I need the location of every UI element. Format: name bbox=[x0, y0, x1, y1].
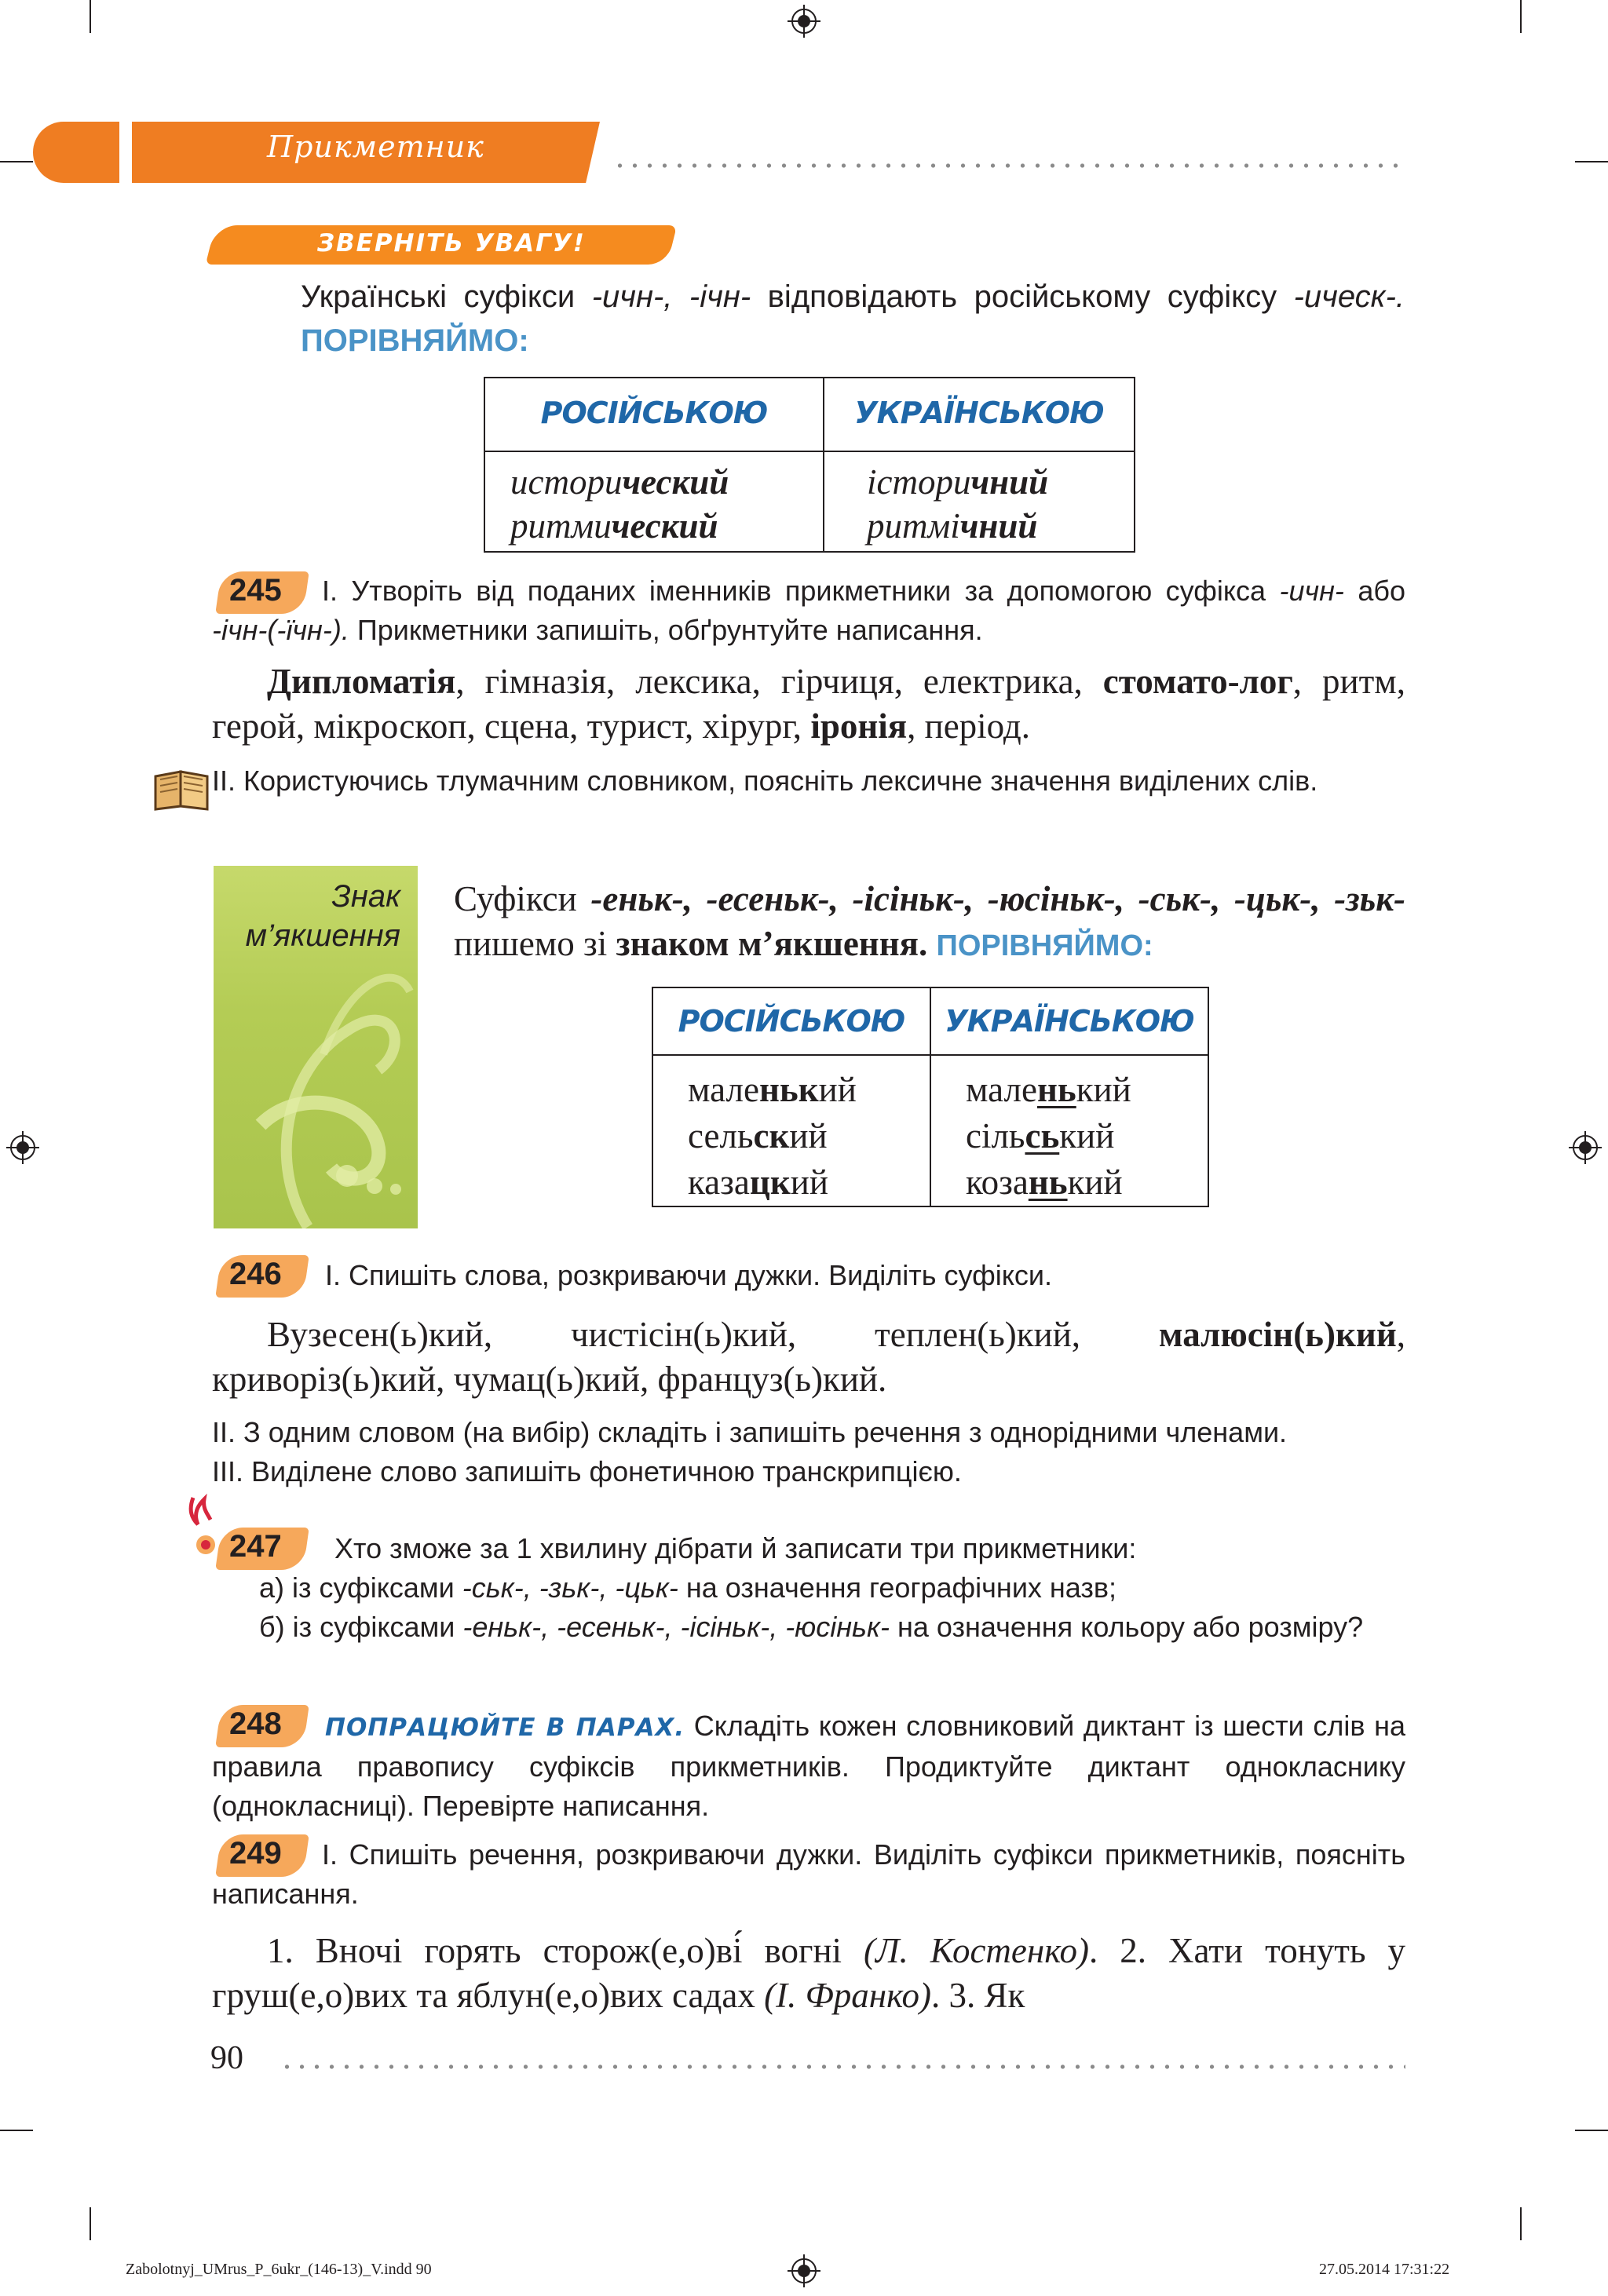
exercise-247-intro: Хто зможе за 1 хвилину дібрати й записати три прикметники: bbox=[334, 1532, 1137, 1564]
table-row: маленький bbox=[966, 1070, 1131, 1109]
exercise-246-task-1: І. Спишіть слова, розкриваючи дужки. Виділіть суфікси. bbox=[325, 1259, 1052, 1291]
crop-mark bbox=[0, 161, 33, 162]
table-row: ритмічний bbox=[867, 506, 1038, 546]
comparison-table-2 bbox=[652, 987, 1209, 1207]
exercise-247-item-b: б) із суфіксами -еньк-, -есеньк-, -ісіньк-, -юсіньк- на означення кольору або розміру? bbox=[259, 1611, 1364, 1643]
note-suffixes: Українські суфікси -ичн-, -ічн- відповідають російському суфіксу -ическ-. ПОРІВНЯЙМО: bbox=[301, 279, 1405, 358]
ukrainian-words bbox=[931, 1056, 1208, 1206]
exercise-246-task-2: ІІ. З одним словом (на вибір) складіть і запишіть речення з однорідними членами. bbox=[212, 1416, 1288, 1448]
crop-mark bbox=[1520, 0, 1522, 33]
exercise-249-sentences: 1. Вночі горять сторож(е,о)ві́ вогні (Л. Костенко). 2. Хати тонуть у груш(е,о)вих та яблун(е,о)вих садах (І. Франко). 3. Як bbox=[212, 1931, 1405, 2015]
table-row: сельский bbox=[688, 1116, 828, 1155]
exercise-245-task-1: І. Утворіть від поданих іменників прикметники за допомогою суфікса -ичн- або -ічн-(-їчн-). Прикметники запишіть, обґрунтуйте написання. bbox=[212, 575, 1405, 646]
table-row: маленький bbox=[688, 1070, 857, 1109]
note-soft-sign: Суфікси -еньк-, -есеньк-, -ісіньк-, -юсіньк-, -ськ-, -цьк-, -зьк- пишемо зі знаком м’якшення. ПОРІВНЯЙМО: bbox=[454, 879, 1405, 963]
exercise-248-task: ПОПРАЦЮЙТЕ В ПАРАХ. Складіть кожен словниковий диктант із шести слів на правила правопису суфіксів прикметників. Продиктуйте диктант однокласнику (однокласниці). Перевірте написання. bbox=[212, 1710, 1405, 1822]
registration-mark-icon bbox=[1569, 1131, 1602, 1164]
crop-mark bbox=[1575, 2130, 1608, 2131]
header-dotted-rule bbox=[612, 163, 1405, 168]
table-row: сільський bbox=[966, 1116, 1115, 1155]
exercise-249-task: І. Спишіть речення, розкриваючи дужки. Виділіть суфікси прикметників, поясніть написання. bbox=[212, 1838, 1405, 1910]
book-icon bbox=[151, 765, 212, 812]
sidebar-panel bbox=[214, 866, 418, 1228]
registration-mark-icon bbox=[6, 1131, 39, 1164]
table-row: історичний bbox=[867, 462, 1049, 502]
column-header-russian: РОСІЙСЬКОЮ bbox=[678, 1004, 905, 1038]
print-file-name: Zabolotnyj_UMrus_P_6ukr_(146-13)_V.indd 90 bbox=[126, 2261, 432, 2278]
exercise-number: 246 bbox=[229, 1257, 282, 1291]
crop-mark bbox=[90, 0, 91, 33]
exercise-number: 249 bbox=[229, 1836, 282, 1871]
crop-mark bbox=[1520, 2207, 1522, 2240]
column-header-ukrainian: УКРАЇНСЬКОЮ bbox=[945, 1004, 1194, 1038]
page-number: 90 bbox=[210, 2040, 243, 2076]
registration-mark-icon bbox=[788, 2254, 820, 2287]
exercise-247-item-a: а) із суфіксами -ськ-, -зьк-, -цьк- на означення географічних назв; bbox=[259, 1571, 1117, 1604]
russian-words bbox=[485, 452, 823, 548]
crop-mark bbox=[90, 2207, 91, 2240]
column-header-russian: РОСІЙСЬКОЮ bbox=[540, 396, 768, 430]
table-row: ритмический bbox=[510, 506, 718, 546]
comparison-table-1 bbox=[484, 377, 1135, 553]
table-row: казацкий bbox=[688, 1163, 828, 1202]
russian-words bbox=[653, 1056, 930, 1206]
exercise-245-task-2: ІІ. Користуючись тлумачним словником, поясніть лексичне значення виділених слів. bbox=[212, 765, 1318, 797]
exercise-number: 248 bbox=[229, 1706, 282, 1741]
attention-label: ЗВЕРНІТЬ УВАГУ! bbox=[317, 229, 586, 257]
registration-mark-icon bbox=[788, 5, 820, 38]
header-tab bbox=[33, 122, 119, 183]
crop-mark bbox=[1575, 161, 1608, 162]
exercise-number: 247 bbox=[229, 1529, 282, 1564]
table-row: козанький bbox=[966, 1163, 1123, 1202]
column-header-ukrainian: УКРАЇНСЬКОЮ bbox=[854, 396, 1104, 430]
exercise-number: 245 bbox=[229, 573, 282, 608]
header-title: Прикметник bbox=[267, 130, 484, 164]
sidebar-title: Знак м’якшення bbox=[245, 879, 400, 953]
table-row: исторический bbox=[510, 462, 729, 502]
crop-mark bbox=[0, 2130, 33, 2131]
print-datetime: 27.05.2014 17:31:22 bbox=[1319, 2261, 1450, 2278]
exercise-246-task-3: ІІІ. Виділене слово запишіть фонетичною транскрипцією. bbox=[212, 1455, 962, 1487]
footer-dotted-rule bbox=[280, 2064, 1405, 2069]
exercise-245-words: Дипломатія, гімназія, лексика, гірчиця, електрика, стомато-лог, ритм, герой, мікроскоп, сцена, турист, хірург, іронія, період. bbox=[212, 662, 1405, 746]
exercise-246-words: Вузесен(ь)кий, чистісін(ь)кий, теплен(ь)кий, малюсін(ь)кий, криворіз(ь)кий, чумац(ь)кий, француз(ь)кий. bbox=[212, 1315, 1405, 1399]
ukrainian-words bbox=[824, 452, 1134, 548]
